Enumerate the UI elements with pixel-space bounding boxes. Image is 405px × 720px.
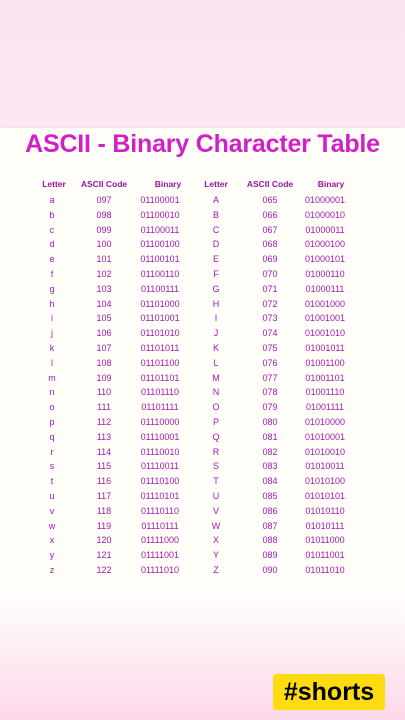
upper-ascii-code-cell: 077 xyxy=(262,372,278,383)
lower-ascii-code-cell: 100 xyxy=(96,239,112,250)
table-row xyxy=(0,284,405,298)
upper-binary-cell: 01001100 xyxy=(305,357,345,368)
lower-binary-cell: 01100110 xyxy=(140,269,180,279)
lower-binary-cell: 01101110 xyxy=(140,387,180,398)
lower-binary-cell: 01101010 xyxy=(140,328,180,339)
lower-binary-cell: 01110100 xyxy=(140,476,180,487)
header-letter-upper: Letter xyxy=(204,179,228,189)
lower-ascii-code-cell: 101 xyxy=(96,254,112,265)
upper-binary-cell: 01011001 xyxy=(305,550,345,561)
lower-binary-cell: 01110001 xyxy=(140,431,180,442)
upper-binary-cell: 01011010 xyxy=(305,565,345,575)
lower-ascii-code-cell: 104 xyxy=(96,298,112,309)
upper-binary-cell: 01000111 xyxy=(305,283,345,294)
lower-letter-cell: a xyxy=(49,195,55,205)
lower-ascii-code-cell: 122 xyxy=(96,565,112,575)
upper-letter-cell: M xyxy=(212,372,220,383)
upper-ascii-code-cell: 065 xyxy=(262,195,278,205)
upper-binary-cell: 01001010 xyxy=(304,328,346,339)
table-row xyxy=(0,476,405,490)
lower-binary-cell: 01101000 xyxy=(140,298,180,309)
upper-binary-cell: 01010000 xyxy=(304,417,346,427)
upper-binary-cell: 01010101 xyxy=(304,491,346,501)
upper-ascii-code-cell: 074 xyxy=(262,328,278,339)
upper-letter-cell: Q xyxy=(212,431,220,442)
table-row xyxy=(0,521,405,535)
lower-letter-cell: e xyxy=(49,254,55,265)
table-row xyxy=(0,328,405,342)
upper-letter-cell: E xyxy=(212,254,219,265)
upper-ascii-code-cell: 086 xyxy=(262,505,278,516)
upper-letter-cell: X xyxy=(212,535,219,546)
table-row xyxy=(0,565,405,579)
upper-letter-cell: B xyxy=(212,209,219,220)
table-row xyxy=(0,432,405,446)
table-row xyxy=(0,195,405,209)
lower-ascii-code-cell: 116 xyxy=(96,476,112,487)
lower-letter-cell: v xyxy=(49,505,55,516)
lower-ascii-code-cell: 119 xyxy=(96,520,112,531)
lower-letter-cell: y xyxy=(49,550,55,561)
upper-binary-cell: 01010110 xyxy=(305,505,345,516)
upper-letter-cell: P xyxy=(212,417,219,427)
upper-binary-cell: 01010010 xyxy=(304,446,346,457)
upper-letter-cell: Y xyxy=(212,550,219,561)
upper-letter-cell: C xyxy=(212,224,220,235)
upper-binary-cell: 01000100 xyxy=(304,239,346,250)
table-row xyxy=(0,373,405,387)
upper-binary-cell: 01011000 xyxy=(305,535,345,546)
header-binary-upper: Binary xyxy=(317,179,345,189)
upper-ascii-code-cell: 073 xyxy=(262,313,278,324)
upper-binary-cell: 01010100 xyxy=(304,476,346,487)
lower-ascii-code-cell: 118 xyxy=(96,505,112,516)
lower-binary-cell: 01111010 xyxy=(140,565,180,575)
upper-letter-cell: D xyxy=(212,239,220,250)
ascii-table-card xyxy=(0,128,405,588)
upper-ascii-code-cell: 075 xyxy=(262,343,278,353)
table-row xyxy=(0,313,405,327)
table-row xyxy=(0,535,405,549)
upper-ascii-code-cell: 084 xyxy=(262,476,278,487)
upper-ascii-code-cell: 068 xyxy=(262,239,278,250)
upper-binary-cell: 01010111 xyxy=(305,520,345,531)
upper-letter-cell: W xyxy=(211,520,221,531)
lower-ascii-code-cell: 108 xyxy=(96,357,112,368)
lower-letter-cell: f xyxy=(50,269,54,279)
lower-letter-cell: x xyxy=(49,535,55,546)
lower-ascii-code-cell: 121 xyxy=(96,550,112,561)
upper-binary-cell: 01000001 xyxy=(304,195,346,205)
lower-ascii-code-cell: 103 xyxy=(96,283,112,294)
upper-letter-cell: Z xyxy=(213,565,219,575)
upper-binary-cell: 01000110 xyxy=(305,269,345,279)
lower-ascii-code-cell: 117 xyxy=(96,491,112,501)
upper-letter-cell: L xyxy=(213,357,219,368)
upper-binary-cell: 01000010 xyxy=(304,209,346,220)
lower-binary-cell: 01100101 xyxy=(140,254,180,265)
upper-letter-cell: V xyxy=(212,505,219,516)
lower-ascii-code-cell: 112 xyxy=(96,417,112,427)
header-letter: Letter xyxy=(42,179,66,189)
header-ascii-code-upper: ASCII Code xyxy=(246,179,294,189)
upper-ascii-code-cell: 082 xyxy=(262,446,278,457)
upper-binary-cell: 01001111 xyxy=(305,402,345,413)
upper-letter-cell: J xyxy=(213,328,219,339)
lower-letter-cell: r xyxy=(50,446,54,457)
lower-ascii-code-cell: 097 xyxy=(96,195,112,205)
page-title: ASCII - Binary Character Table xyxy=(25,130,380,158)
upper-binary-cell: 01000011 xyxy=(305,224,345,235)
lower-letter-cell: u xyxy=(49,491,55,501)
upper-binary-cell: 01001001 xyxy=(304,313,346,324)
header-ascii-code: ASCII Code xyxy=(80,179,128,189)
lower-ascii-code-cell: 106 xyxy=(96,328,112,339)
lower-binary-cell: 01110111 xyxy=(141,520,179,531)
table-row xyxy=(0,210,405,224)
lower-binary-cell: 01110010 xyxy=(140,446,180,457)
lower-ascii-code-cell: 111 xyxy=(97,402,111,413)
table-row xyxy=(0,402,405,416)
lower-binary-cell: 01100100 xyxy=(140,239,180,250)
upper-ascii-code-cell: 090 xyxy=(262,565,278,575)
lower-letter-cell: i xyxy=(51,313,53,324)
upper-ascii-code-cell: 088 xyxy=(262,535,278,546)
upper-ascii-code-cell: 067 xyxy=(262,224,278,235)
lower-binary-cell: 01100111 xyxy=(140,283,180,294)
lower-binary-cell: 01101100 xyxy=(140,357,180,368)
upper-binary-cell: 01010001 xyxy=(304,431,346,442)
lower-binary-cell: 01110110 xyxy=(140,505,180,516)
lower-binary-cell: 01111000 xyxy=(140,535,180,546)
upper-binary-cell: 01000101 xyxy=(304,254,346,265)
upper-letter-cell: S xyxy=(212,461,219,472)
lower-letter-cell: j xyxy=(51,328,53,339)
lower-binary-cell: 01110011 xyxy=(140,461,180,472)
lower-ascii-code-cell: 098 xyxy=(96,209,112,220)
lower-letter-cell: c xyxy=(49,224,55,235)
upper-binary-cell: 01010011 xyxy=(305,461,345,472)
lower-letter-cell: o xyxy=(49,402,55,413)
table-row xyxy=(0,447,405,461)
table-row xyxy=(0,358,405,372)
upper-ascii-code-cell: 083 xyxy=(262,461,278,472)
upper-ascii-code-cell: 089 xyxy=(262,550,278,561)
upper-letter-cell: T xyxy=(213,476,219,487)
lower-ascii-code-cell: 102 xyxy=(96,269,112,279)
lower-binary-cell: 01110000 xyxy=(140,417,180,427)
upper-binary-cell: 01001101 xyxy=(305,372,345,383)
lower-binary-cell: 01100011 xyxy=(140,224,180,235)
lower-letter-cell: n xyxy=(49,387,55,398)
lower-ascii-code-cell: 110 xyxy=(96,387,112,398)
upper-letter-cell: F xyxy=(213,269,219,279)
upper-ascii-code-cell: 071 xyxy=(262,283,278,294)
lower-ascii-code-cell: 120 xyxy=(96,535,112,546)
upper-ascii-code-cell: 085 xyxy=(262,491,278,501)
header-binary: Binary xyxy=(154,179,182,189)
table-header xyxy=(0,179,405,193)
table-row xyxy=(0,299,405,313)
lower-letter-cell: d xyxy=(49,239,55,250)
upper-ascii-code-cell: 087 xyxy=(262,520,278,531)
lower-binary-cell: 01111001 xyxy=(140,550,180,561)
lower-ascii-code-cell: 109 xyxy=(96,372,112,383)
table-row xyxy=(0,239,405,253)
upper-letter-cell: N xyxy=(212,387,220,398)
upper-letter-cell: R xyxy=(212,446,220,457)
upper-letter-cell: O xyxy=(212,402,220,413)
upper-ascii-code-cell: 070 xyxy=(262,269,278,279)
upper-letter-cell: I xyxy=(214,313,218,324)
lower-letter-cell: q xyxy=(49,431,55,442)
table-row xyxy=(0,225,405,239)
lower-binary-cell: 01110101 xyxy=(140,491,180,501)
upper-letter-cell: A xyxy=(212,195,219,205)
table-row xyxy=(0,254,405,268)
lower-letter-cell: z xyxy=(49,565,55,575)
lower-letter-cell: m xyxy=(48,372,56,383)
lower-ascii-code-cell: 114 xyxy=(96,446,112,457)
lower-letter-cell: k xyxy=(49,343,55,353)
lower-ascii-code-cell: 105 xyxy=(96,313,112,324)
lower-letter-cell: p xyxy=(49,417,55,427)
lower-binary-cell: 01100010 xyxy=(140,209,180,220)
upper-letter-cell: K xyxy=(212,343,219,353)
upper-ascii-code-cell: 081 xyxy=(262,431,278,442)
upper-binary-cell: 01001000 xyxy=(304,298,346,309)
upper-ascii-code-cell: 079 xyxy=(262,402,278,413)
upper-letter-cell: G xyxy=(212,283,220,294)
lower-binary-cell: 01100001 xyxy=(140,195,180,205)
upper-ascii-code-cell: 078 xyxy=(262,387,278,398)
table-row xyxy=(0,417,405,431)
shorts-badge[interactable]: #shorts xyxy=(273,674,385,710)
lower-letter-cell: s xyxy=(49,461,55,472)
lower-letter-cell: w xyxy=(48,520,56,531)
lower-ascii-code-cell: 113 xyxy=(96,431,112,442)
upper-ascii-code-cell: 076 xyxy=(262,357,278,368)
lower-ascii-code-cell: 115 xyxy=(96,461,112,472)
table-row xyxy=(0,461,405,475)
upper-letter-cell: H xyxy=(212,298,220,309)
table-row xyxy=(0,387,405,401)
lower-letter-cell: t xyxy=(50,476,54,487)
lower-letter-cell: b xyxy=(49,209,55,220)
upper-ascii-code-cell: 069 xyxy=(262,254,278,265)
upper-ascii-code-cell: 072 xyxy=(262,298,278,309)
upper-ascii-code-cell: 080 xyxy=(262,417,278,427)
lower-binary-cell: 01101001 xyxy=(140,313,180,324)
table-row xyxy=(0,506,405,520)
lower-letter-cell: l xyxy=(51,357,53,368)
lower-binary-cell: 01101111 xyxy=(141,402,179,413)
upper-letter-cell: U xyxy=(212,491,220,501)
upper-binary-cell: 01001110 xyxy=(305,387,345,398)
table-row xyxy=(0,491,405,505)
lower-letter-cell: h xyxy=(49,298,55,309)
lower-binary-cell: 01101011 xyxy=(140,343,180,353)
table-row xyxy=(0,550,405,564)
lower-ascii-code-cell: 107 xyxy=(96,343,112,353)
lower-binary-cell: 01101101 xyxy=(140,372,180,383)
lower-ascii-code-cell: 099 xyxy=(96,224,112,235)
lower-letter-cell: g xyxy=(49,283,55,294)
upper-binary-cell: 01001011 xyxy=(305,343,345,353)
upper-ascii-code-cell: 066 xyxy=(262,209,278,220)
table-row xyxy=(0,343,405,357)
table-row xyxy=(0,269,405,283)
